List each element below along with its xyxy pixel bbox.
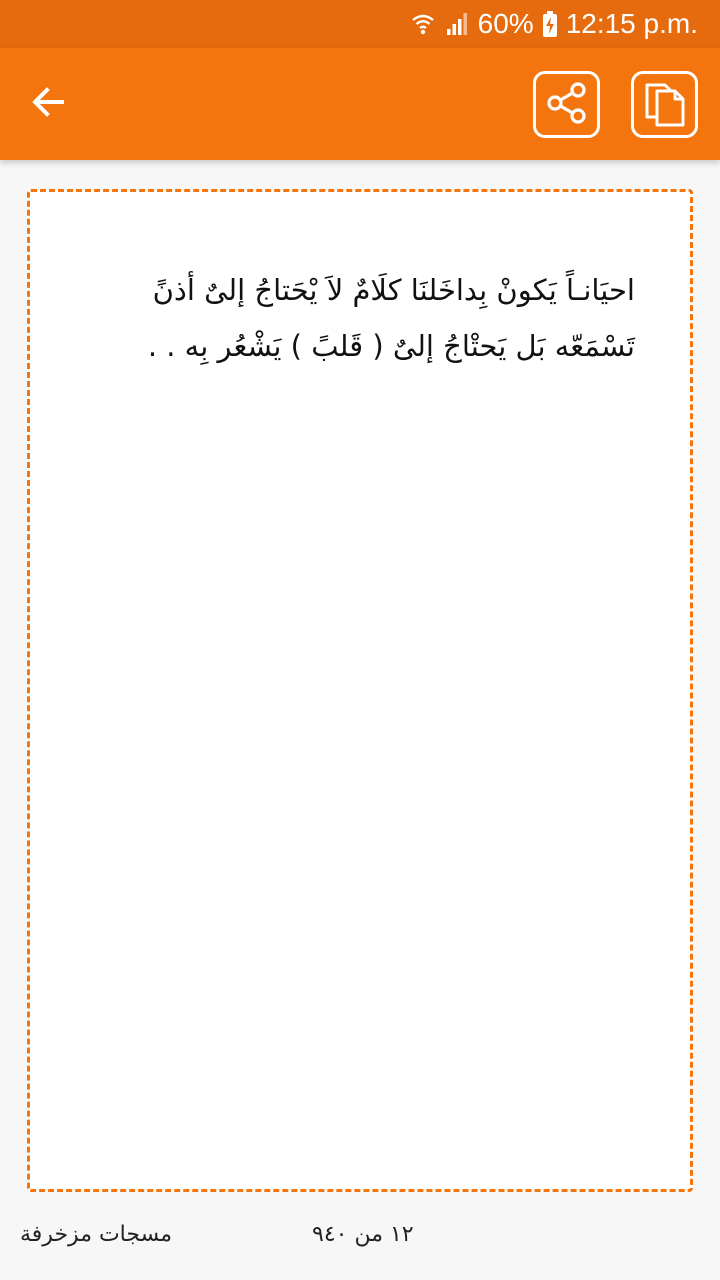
message-counter: ١٢ من ٩٤٠ (312, 1222, 414, 1247)
app-bar (0, 48, 720, 160)
status-bar (0, 0, 720, 48)
wifi-icon (410, 11, 436, 37)
share-icon (543, 79, 591, 131)
copy-button[interactable] (631, 71, 698, 138)
message-text[interactable]: احيَانـاً يَكونْ بِداخَلنَا كلَامٌ لاَ يْحَتاجُ إلىٌ أذنً تَسْمَعّه بَل يَحتْاجُ إلىٌ ( قَلبً ) يَشْعُر بِه . . (147, 273, 635, 363)
copy-icon (641, 77, 689, 133)
status-indicators (410, 0, 698, 48)
share-button[interactable] (533, 71, 600, 138)
signal-icon (444, 11, 470, 37)
back-button[interactable] (22, 78, 74, 130)
footer (0, 1200, 720, 1280)
clock: 12:15 p.m. (565, 8, 698, 39)
arrow-left-icon (28, 82, 68, 126)
battery-percent: 60% (477, 8, 534, 39)
battery-charging-icon (542, 10, 558, 38)
message-card (27, 189, 693, 1192)
footer-title: مسجات مزخرفة (20, 1222, 172, 1247)
